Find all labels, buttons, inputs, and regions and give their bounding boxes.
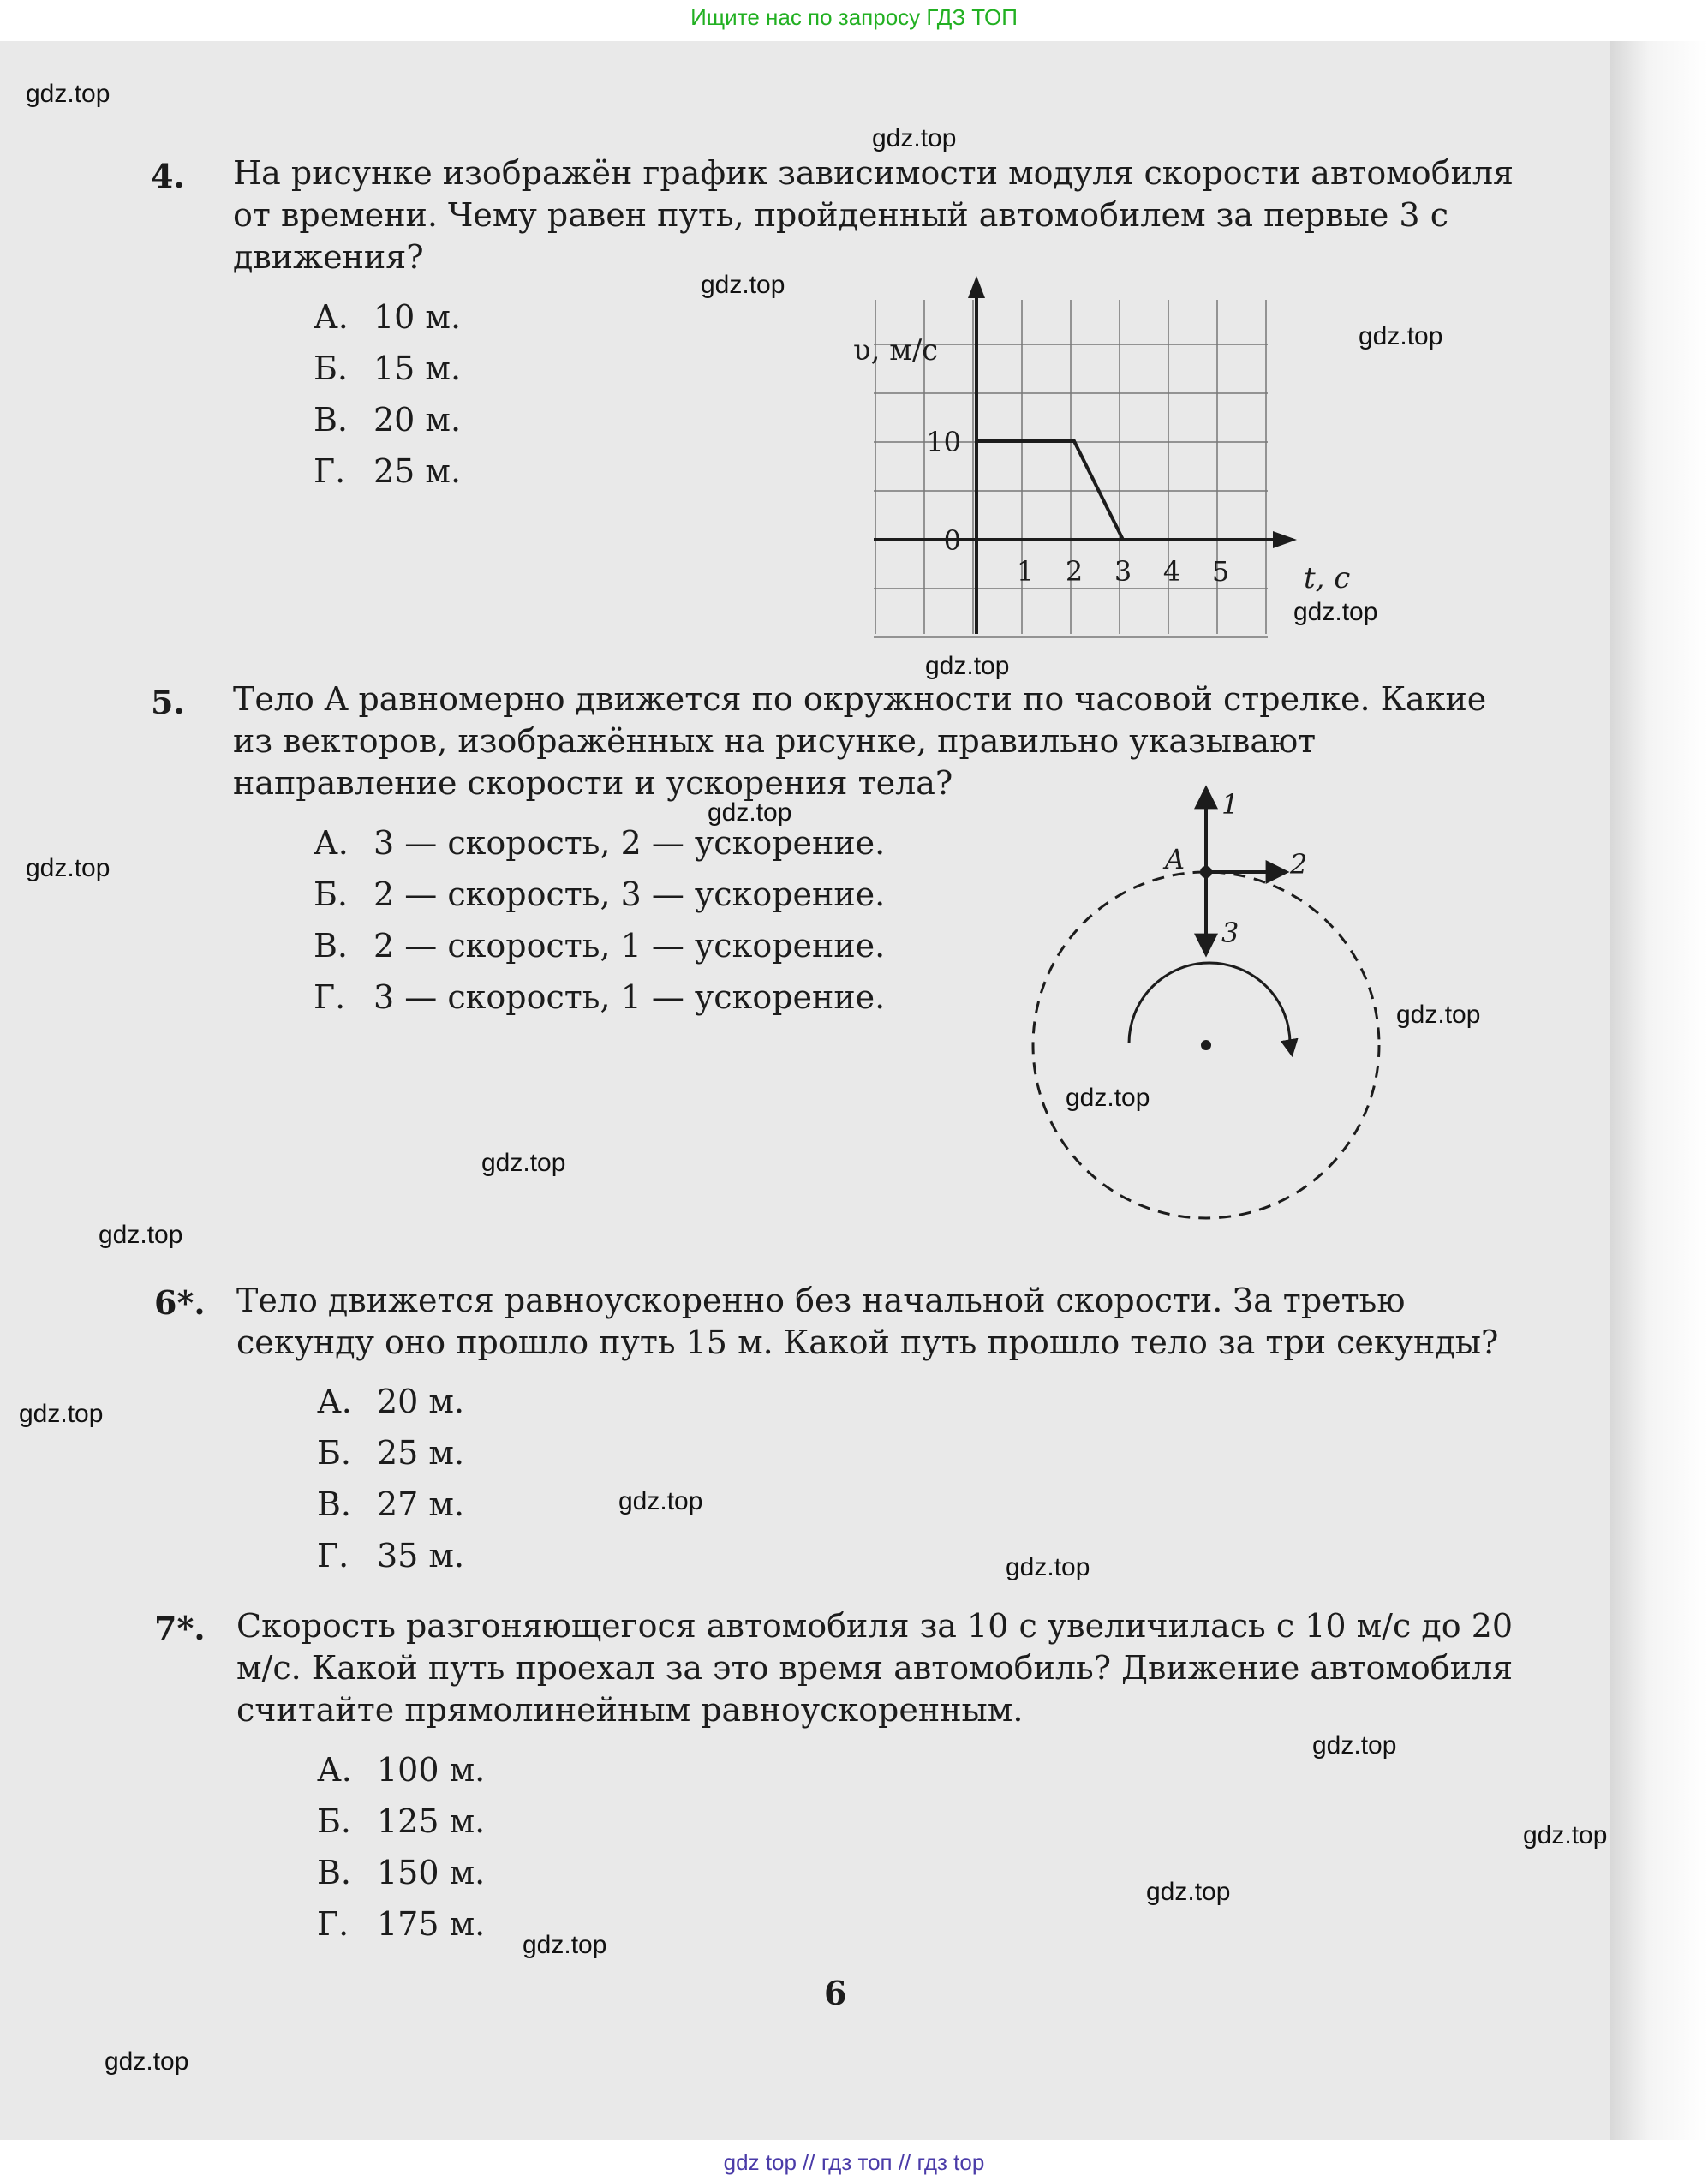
answer-option bbox=[317, 1485, 464, 1523]
option-letter: В. bbox=[317, 1854, 352, 1891]
question-number: 5. bbox=[151, 683, 185, 721]
option-letter: Г. bbox=[317, 1537, 349, 1575]
vector-2-label: 2 bbox=[1290, 848, 1308, 881]
option-letter: Г. bbox=[314, 978, 346, 1016]
x-tick-label: 4 bbox=[1162, 555, 1181, 588]
option-letter: Б. bbox=[317, 1434, 352, 1472]
option-letter: В. bbox=[317, 1485, 352, 1523]
question-number: 7*. bbox=[154, 1609, 206, 1647]
option-text: 35 м. bbox=[377, 1537, 465, 1575]
y-tick-label: 0 bbox=[943, 524, 961, 557]
clockwise-direction-arrow bbox=[1129, 963, 1292, 1054]
question-number: 6*. bbox=[154, 1283, 206, 1322]
x-axis-label: t, с bbox=[1304, 561, 1351, 595]
x-tick-label: 5 bbox=[1211, 555, 1230, 588]
option-text: 2 — скорость, 3 — ускорение. bbox=[373, 875, 886, 913]
watermark: gdz.top bbox=[1396, 1001, 1481, 1029]
watermark: gdz.top bbox=[1523, 1821, 1608, 1849]
option-letter: А. bbox=[317, 1383, 352, 1420]
option-text: 150 м. bbox=[377, 1854, 486, 1891]
answer-option bbox=[317, 1854, 485, 1891]
page-number: 6 bbox=[824, 1974, 847, 2012]
option-letter: А. bbox=[314, 824, 349, 862]
option-text: 175 м. bbox=[377, 1905, 486, 1943]
answer-option bbox=[317, 1434, 464, 1472]
option-letter: Б. bbox=[314, 875, 349, 913]
option-text: 15 м. bbox=[373, 350, 462, 387]
option-text: 20 м. bbox=[377, 1383, 465, 1420]
vector-3-label: 3 bbox=[1221, 917, 1239, 949]
watermark: gdz.top bbox=[618, 1487, 703, 1515]
option-text: 3 — скорость, 2 — ускорение. bbox=[373, 824, 886, 862]
watermark: gdz.top bbox=[99, 1221, 183, 1249]
answer-option bbox=[317, 1383, 464, 1420]
option-letter: А. bbox=[314, 298, 349, 336]
watermark: gdz.top bbox=[872, 124, 957, 152]
watermark: gdz.top bbox=[1066, 1084, 1150, 1112]
option-text: 27 м. bbox=[377, 1485, 465, 1523]
watermark: gdz.top bbox=[1312, 1731, 1397, 1760]
question-number: 4. bbox=[151, 157, 185, 195]
option-letter: Б. bbox=[317, 1802, 352, 1840]
watermark: gdz.top bbox=[481, 1149, 566, 1177]
option-letter: В. bbox=[314, 927, 349, 965]
watermark: gdz.top bbox=[1359, 322, 1443, 350]
question-text: Тело движется равноускоренно без начальной скорости. За третью секунду оно прошло путь 15 м. Какой путь прошло тело за три секунды? bbox=[236, 1282, 1499, 1361]
question-text: Скорость разгоняющегося автомобиля за 10 с увеличилась с 10 м/с до 20 м/с. Какой путь проехал за это время автомобиль? Движение автомобиля считайте прямолинейным равноускоренным. bbox=[236, 1607, 1514, 1729]
watermark: gdz.top bbox=[701, 271, 785, 299]
watermark: gdz.top bbox=[26, 80, 110, 108]
watermark: gdz.top bbox=[523, 1931, 607, 1959]
option-letter: Б. bbox=[314, 350, 349, 387]
watermark: gdz.top bbox=[708, 798, 792, 827]
question-text: Тело A равномерно движется по окружности по часовой стрелке. Какие из векторов, изображённых на рисунке, правильно указывают направление скорости и ускорения тела? bbox=[233, 680, 1487, 802]
x-tick-label: 1 bbox=[1016, 555, 1035, 588]
answer-option bbox=[317, 1537, 464, 1575]
option-letter: Г. bbox=[317, 1905, 349, 1943]
watermark: gdz.top bbox=[105, 2047, 189, 2076]
option-text: 125 м. bbox=[377, 1802, 486, 1840]
answer-option bbox=[317, 1802, 485, 1840]
option-text: 20 м. bbox=[373, 401, 462, 439]
option-text: 2 — скорость, 1 — ускорение. bbox=[373, 927, 886, 965]
x-tick-label: 3 bbox=[1114, 555, 1132, 588]
y-axis-label: υ, м/с bbox=[853, 333, 939, 367]
option-text: 10 м. bbox=[373, 298, 462, 336]
watermark: gdz.top bbox=[26, 854, 110, 882]
option-letter: Г. bbox=[314, 452, 346, 490]
option-text: 3 — скорость, 1 — ускорение. bbox=[373, 978, 886, 1016]
watermark: gdz.top bbox=[19, 1400, 104, 1428]
option-letter: А. bbox=[317, 1751, 352, 1789]
question-text: На рисунке изображён график зависимости модуля скорости автомобиля от времени. Чему равен путь, пройденный автомобилем за первые 3 с движения? bbox=[233, 154, 1514, 276]
y-tick-label: 10 bbox=[926, 426, 961, 458]
watermark: gdz.top bbox=[1293, 598, 1378, 626]
option-text: 25 м. bbox=[377, 1434, 465, 1472]
answer-option bbox=[317, 1905, 485, 1943]
watermark: gdz.top bbox=[1006, 1553, 1090, 1581]
top-banner[interactable]: Ищите нас по запросу ГДЗ ТОП bbox=[690, 4, 1018, 30]
x-tick-label: 2 bbox=[1065, 555, 1084, 588]
option-text: 25 м. bbox=[373, 452, 462, 490]
option-letter: В. bbox=[314, 401, 349, 439]
point-a-label: A bbox=[1165, 843, 1185, 875]
option-text: 100 м. bbox=[377, 1751, 486, 1789]
watermark: gdz.top bbox=[925, 652, 1010, 680]
circle-center-dot bbox=[1201, 1040, 1211, 1050]
vector-1-label: 1 bbox=[1221, 788, 1239, 821]
answer-option bbox=[317, 1751, 485, 1789]
bottom-banner[interactable]: gdz top // гдз топ // гдз top bbox=[723, 2149, 985, 2175]
watermark: gdz.top bbox=[1146, 1878, 1231, 1906]
